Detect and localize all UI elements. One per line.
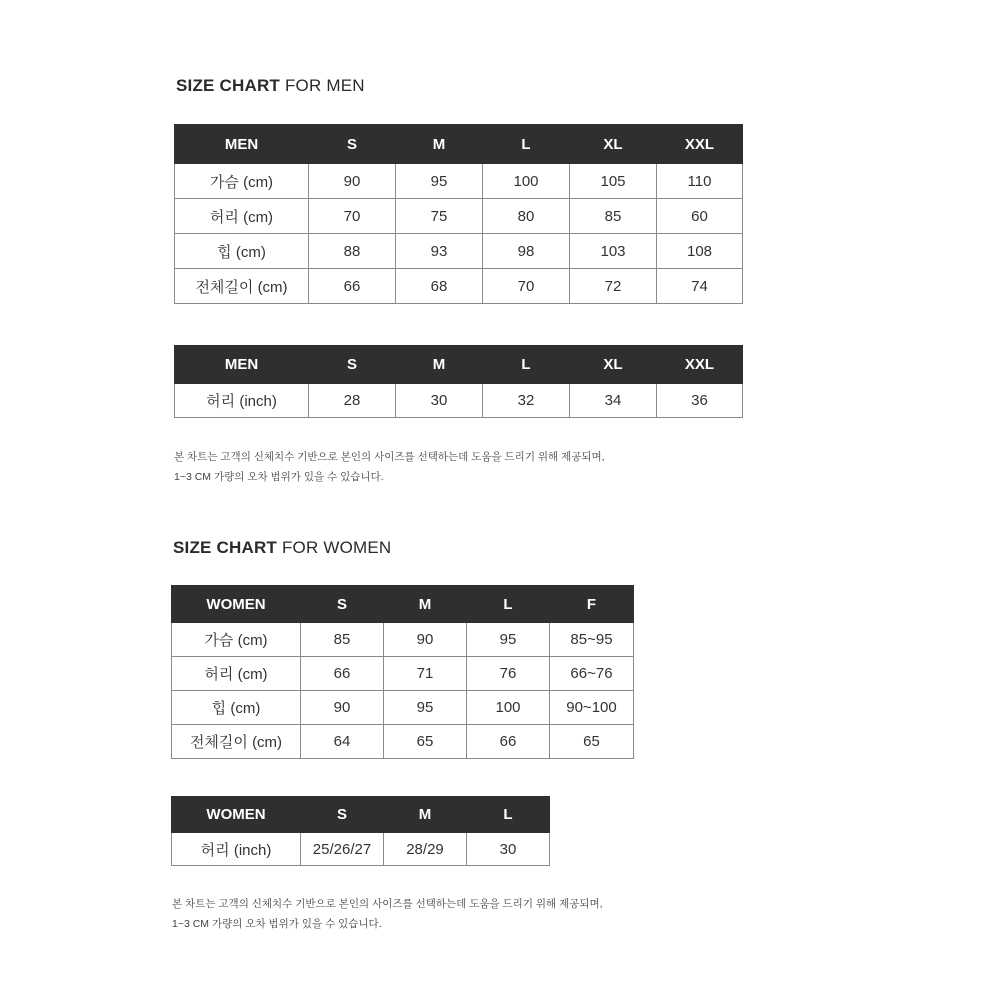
men-inch-size-table [174,345,743,418]
measurement-value-cell: 34 [570,384,657,418]
men-cm-size-table [174,124,743,304]
measurement-value-cell: 103 [570,234,657,269]
measurement-value-cell: 90 [309,164,396,199]
table-row [172,725,634,759]
measurement-label-cell: 가슴 (cm) [175,164,309,199]
measurement-label-cell: 허리 (cm) [175,199,309,234]
measurement-value-cell: 105 [570,164,657,199]
measurement-value-cell: 70 [483,269,570,304]
header-size-cell: XL [570,346,657,384]
women-note-line: 1~3 CM 가량의 오차 범위가 있을 수 있습니다. [172,918,382,930]
measurement-value-cell: 68 [396,269,483,304]
measurement-label-cell: 허리 (cm) [172,657,301,691]
table-header-row [175,346,743,384]
table-row [175,164,743,199]
measurement-value-cell: 30 [467,833,550,866]
women-title-light: FOR WOMEN [281,538,392,557]
measurement-value-cell: 71 [384,657,467,691]
header-size-cell: L [483,125,570,164]
measurement-value-cell: 90 [384,623,467,657]
measurement-value-cell: 85~95 [550,623,634,657]
measurement-value-cell: 85 [570,199,657,234]
women-cm-size-table [171,585,634,759]
measurement-value-cell: 70 [309,199,396,234]
measurement-value-cell: 93 [396,234,483,269]
measurement-value-cell: 100 [467,691,550,725]
header-size-cell: S [301,586,384,623]
measurement-value-cell: 66 [467,725,550,759]
measurement-value-cell: 28 [309,384,396,418]
header-size-cell: XXL [657,346,743,384]
men-title-bold: SIZE CHART [176,76,280,95]
measurement-label-cell: 가슴 (cm) [172,623,301,657]
header-size-cell: F [550,586,634,623]
measurement-value-cell: 88 [309,234,396,269]
table-header-row [172,586,634,623]
header-category-cell: MEN [175,125,309,164]
women-title-bold: SIZE CHART [173,538,277,557]
measurement-value-cell: 95 [384,691,467,725]
header-size-cell: L [483,346,570,384]
measurement-label-cell: 전체길이 (cm) [175,269,309,304]
measurement-value-cell: 76 [467,657,550,691]
table-row [172,833,550,866]
header-category-cell: WOMEN [172,586,301,623]
men-title-light: FOR MEN [284,76,365,95]
header-size-cell: L [467,797,550,833]
measurement-value-cell: 85 [301,623,384,657]
measurement-label-cell: 허리 (inch) [172,833,301,866]
table-row [175,384,743,418]
table-row [172,657,634,691]
men-note-line: 1~3 CM 가량의 오차 범위가 있을 수 있습니다. [174,471,384,483]
table-row [172,691,634,725]
measurement-value-cell: 32 [483,384,570,418]
header-size-cell: M [384,586,467,623]
header-size-cell: M [396,125,483,164]
men-note-line: 본 차트는 고객의 신체치수 기반으로 본인의 사이즈를 선택하는데 도움을 드리기 위해 제공되며, [174,451,605,463]
measurement-label-cell: 허리 (inch) [175,384,309,418]
women-note-line: 본 차트는 고객의 신체치수 기반으로 본인의 사이즈를 선택하는데 도움을 드리기 위해 제공되며, [172,898,603,910]
measurement-value-cell: 28/29 [384,833,467,866]
table-row [172,623,634,657]
measurement-value-cell: 65 [550,725,634,759]
header-category-cell: MEN [175,346,309,384]
measurement-value-cell: 75 [396,199,483,234]
men-size-chart-title [176,76,365,96]
table-row [175,269,743,304]
header-size-cell: M [384,797,467,833]
header-size-cell: L [467,586,550,623]
measurement-value-cell: 98 [483,234,570,269]
header-size-cell: XL [570,125,657,164]
measurement-value-cell: 60 [657,199,743,234]
measurement-value-cell: 64 [301,725,384,759]
header-size-cell: XXL [657,125,743,164]
measurement-value-cell: 74 [657,269,743,304]
measurement-label-cell: 힙 (cm) [175,234,309,269]
measurement-value-cell: 90~100 [550,691,634,725]
measurement-value-cell: 65 [384,725,467,759]
table-header-row [175,125,743,164]
measurement-value-cell: 90 [301,691,384,725]
measurement-value-cell: 80 [483,199,570,234]
measurement-value-cell: 72 [570,269,657,304]
measurement-value-cell: 25/26/27 [301,833,384,866]
header-size-cell: S [309,125,396,164]
measurement-value-cell: 66 [301,657,384,691]
measurement-value-cell: 95 [396,164,483,199]
measurement-label-cell: 힙 (cm) [172,691,301,725]
measurement-value-cell: 36 [657,384,743,418]
measurement-label-cell: 전체길이 (cm) [172,725,301,759]
men-size-note [174,447,605,487]
header-size-cell: S [301,797,384,833]
measurement-value-cell: 66~76 [550,657,634,691]
women-inch-size-table [171,796,550,866]
table-row [175,234,743,269]
header-size-cell: S [309,346,396,384]
measurement-value-cell: 30 [396,384,483,418]
measurement-value-cell: 108 [657,234,743,269]
table-header-row [172,797,550,833]
measurement-value-cell: 110 [657,164,743,199]
measurement-value-cell: 100 [483,164,570,199]
measurement-value-cell: 66 [309,269,396,304]
women-size-chart-title [173,538,391,558]
measurement-value-cell: 95 [467,623,550,657]
women-size-note [172,894,603,934]
header-size-cell: M [396,346,483,384]
table-row [175,199,743,234]
header-category-cell: WOMEN [172,797,301,833]
